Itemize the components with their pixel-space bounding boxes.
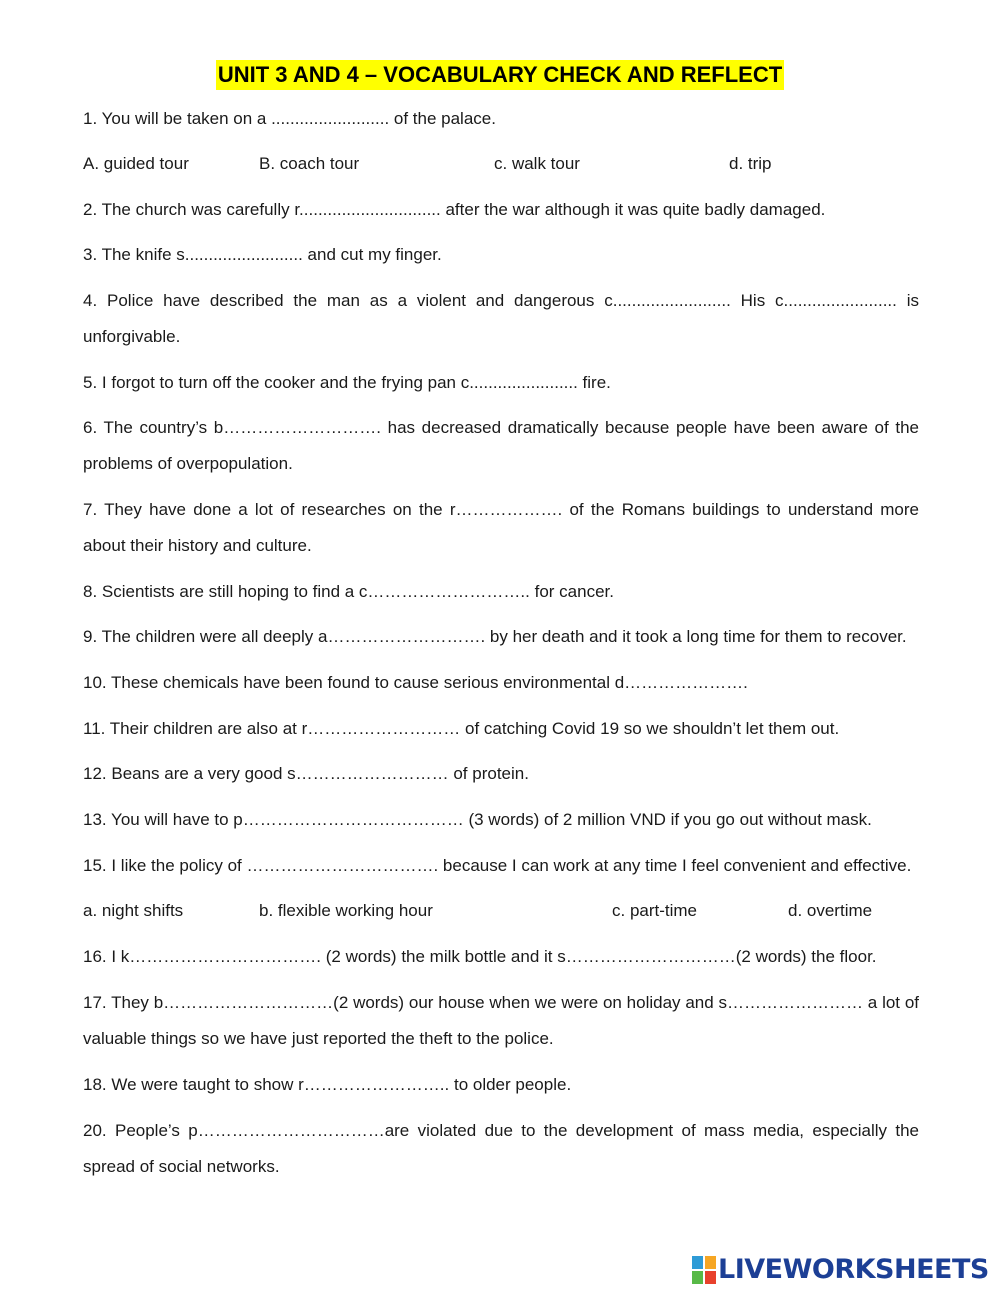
question-2: 2. The church was carefully r.............................. after the war although it was quite badly damaged.	[83, 200, 826, 219]
question-10: 10. These chemicals have been found to cause serious environmental d………………….	[83, 673, 748, 692]
question-6: 6. The country’s b………………………. has decreased dramatically because people have been aware of the problems of overpopulation.	[83, 418, 919, 473]
q15-option-a[interactable]: a. night shifts	[83, 901, 184, 920]
question-15: 15. I like the policy of ……………………………. because I can work at any time I feel convenient and effective.	[83, 856, 912, 875]
question-3: 3. The knife s......................... and cut my finger.	[83, 245, 442, 264]
q1-option-c[interactable]: c. walk tour	[494, 154, 580, 173]
q15-option-d[interactable]: d. overtime	[788, 901, 873, 920]
worksheet-title: UNIT 3 AND 4 – VOCABULARY CHECK AND REFLECT	[216, 60, 784, 90]
liveworksheets-logo[interactable]	[692, 1253, 989, 1287]
question-1: 1. You will be taken on a ......................... of the palace.	[83, 109, 496, 128]
question-16: 16. I k……………………………. (2 words) the milk bottle and it s…………………………(2 words) the floor.	[83, 947, 877, 966]
liveworksheets-logo-text: LIVEWORKSHEETS	[718, 1254, 989, 1285]
q1-option-b[interactable]: B. coach tour	[259, 154, 360, 173]
q15-option-c[interactable]: c. part-time	[612, 901, 698, 920]
question-5: 5. I forgot to turn off the cooker and the frying pan c....................... fire.	[83, 373, 611, 392]
question-12: 12. Beans are a very good s……………………… of protein.	[83, 764, 529, 783]
question-18: 18. We were taught to show r…………………….. to older people.	[83, 1075, 572, 1094]
question-11: 11. Their children are also at r……………………… of catching Covid 19 so we shouldn’t let them out.	[83, 719, 840, 738]
question-8: 8. Scientists are still hoping to find a c……………………….. for cancer.	[83, 582, 614, 601]
q1-option-a[interactable]: A. guided tour	[83, 154, 189, 173]
question-7: 7. They have done a lot of researches on the r………………. of the Romans buildings to understand more about their history and culture.	[83, 500, 919, 555]
liveworksheets-logo-icon	[692, 1256, 716, 1284]
q15-option-b[interactable]: b. flexible working hour	[259, 901, 433, 920]
question-20: 20. People’s p……………………………are violated due to the development of mass media, especially the spread of social networks.	[83, 1121, 919, 1176]
question-13: 13. You will have to p………………………………… (3 words) of 2 million VND if you go out without mask.	[83, 810, 872, 829]
question-17: 17. They b…………………………(2 words) our house when we were on holiday and s…………………… a lot of valuable things so we have just reported the theft to the police.	[83, 993, 919, 1048]
q1-option-d[interactable]: d. trip	[729, 154, 772, 173]
title-container	[0, 60, 1000, 90]
question-9: 9. The children were all deeply a………………………. by her death and it took a long time for them to recover.	[83, 627, 907, 646]
question-4: 4. Police have described the man as a violent and dangerous c......................... His c........................ is unforgivable.	[83, 291, 919, 346]
